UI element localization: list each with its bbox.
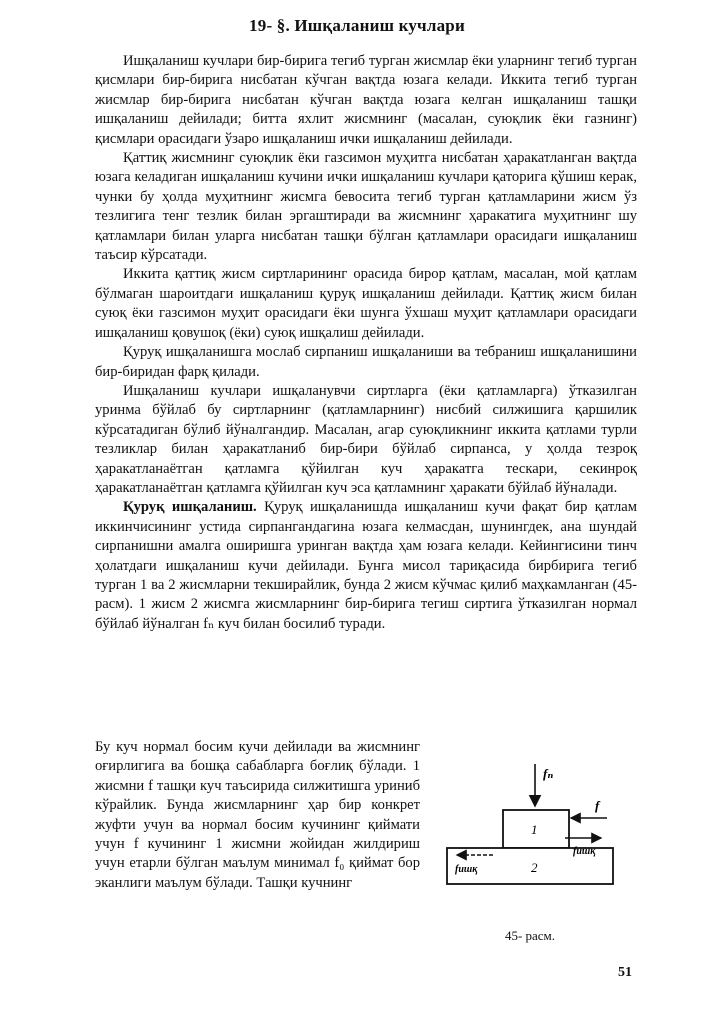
friction-bottom-label: fишқ — [455, 864, 478, 875]
body-2-label: 2 — [531, 860, 538, 875]
figure-45-drawing — [445, 762, 615, 922]
page-number: 51 — [618, 965, 632, 980]
figure-caption: 45- расм. — [504, 928, 556, 943]
section-heading: 19- §. Ишқаланиш кучлари — [249, 16, 465, 35]
paragraph-1: Ишқаланиш кучлари бир-бирига тегиб турган жисмлар ёки уларнинг тегиб турган қисмлари бир-бирига нисбатан кўчган вақтда юзага келади. Иккита тегиб турган жисмлар бир-бирига нисбатан кўчган вақтда юзага келган ишқаланиш ташқи ишқаланиш дейилади; битта яхлит жисмнинг (масалан, суюқлик ёки газнинг) қисмлари орасидаги ўзаро ишқаланиш ички ишқаланиш дейилади. — [95, 53, 637, 147]
paragraph-4: Қуруқ ишқаланишга мослаб сирпаниш ишқаланиши ва тебраниш ишқаланишини бир-биридан фарқ қилади. — [95, 344, 637, 380]
external-force-label: f — [595, 798, 600, 813]
paragraph-5: Ишқаланиш кучлари ишқаланувчи сиртларга (ёки қатламларга) ўтказилган уринма бўйлаб бу сиртларнинг (қатламларнинг) нисбий силжишига қаршилик кўрсатадиган бўлиб йўналгандир. Масалан, агар суюқликнинг иккита қатлами турли тезликлар билан ҳаракатланиб бир-бири бўйлаб сирпанса, у ҳолда тезроқ ҳаракатланаётган қатламга қўйилган куч ҳаракатга тескари, секинроқ ҳаракатланаётган қатламга қўйилган куч эса қатламнинг ҳаракати бўйлаб йўналади. — [95, 382, 637, 496]
paragraph-dry-friction — [95, 498, 637, 634]
figure-45 — [445, 762, 615, 943]
friction-top-label: fишқ — [573, 846, 596, 857]
body-1-label: 1 — [531, 822, 538, 837]
paragraph-2: Қаттиқ жисмнинг суюқлик ёки газсимон муҳитга нисбатан ҳаракатланган вақтда юзага келадиган ишқаланиш кучини ички ишқаланиш кучлари қаторига қўшиш керак, чунки бу ҳолда муҳитнинг жисмга бевосита тегиб турган қатламларини жисм ўз тезлигига тенг тезлик билан эргаштиради ва жисмнинг ҳаракатига муҳитнинг шу қатламлари билан уларга нисбатан ташқи бўлган қатламлари орасидаги ишқаланиш таъсир кўрсатади. — [95, 150, 637, 264]
dry-friction-text: Қуруқ ишқаланишда ишқаланиш кучи фақат бир қатлам иккинчисининг устида сирпангандагина юзага келмасдан, шунингдек, ана шундай сирпанишни амалга оширишга уринган вақтда ҳам юзага келади. Кейингисини тинч ҳолатдаги ишқаланиш кучи дейилади. Бунга мисол тариқасида бирбирига тегиб турган 1 ва 2 жисмларни текширайлик, бунда 2 жисм кўчмас қилиб маҳкамланган (45-расм). 1 жисм 2 жисмга жисмларнинг бир-бирига тегиш сиртига ўтказилган нормал бўйлаб йўналган fₙ куч билан босилиб туради. — [95, 499, 637, 632]
wrapped-text: Бу куч нормал босим кучи дейилади ва жисмнинг оғирлигига ва бошқа сабабларга боғлиқ бўлади. 1 жисмни f ташқи куч таъсирида силжитишга уриниб кўрайлик. Бунда жисмларнинг ҳар бир конкрет жуфти учун ва нормал босим кучининг қиймати учун f кучининг 1 жисмни жойидан жилдириш учун етарли бўлган маълум минимал f₀ қиймат бор эканлиги маълум бўлади. Ташқи кучнинг — [95, 739, 420, 891]
main-text — [95, 52, 637, 634]
dry-friction-lead: Қуруқ ишқаланиш. — [123, 499, 257, 516]
normal-force-label: fₙ — [543, 766, 554, 781]
paragraph-3: Иккита қаттиқ жисм сиртларининг орасида бирор қатлам, масалан, мой қатлам бўлмаган шароитдаги ишқаланиш қуруқ ишқаланиш дейилади. Қаттиқ жисм билан суюқ ёки газсимон муҳит орасидаги ёки шунга ўхшаш муҳит қатламлари орасидаги ишқаланиш қовушоқ (ёки) суюқ ишқалиш дейилади. — [95, 266, 637, 341]
